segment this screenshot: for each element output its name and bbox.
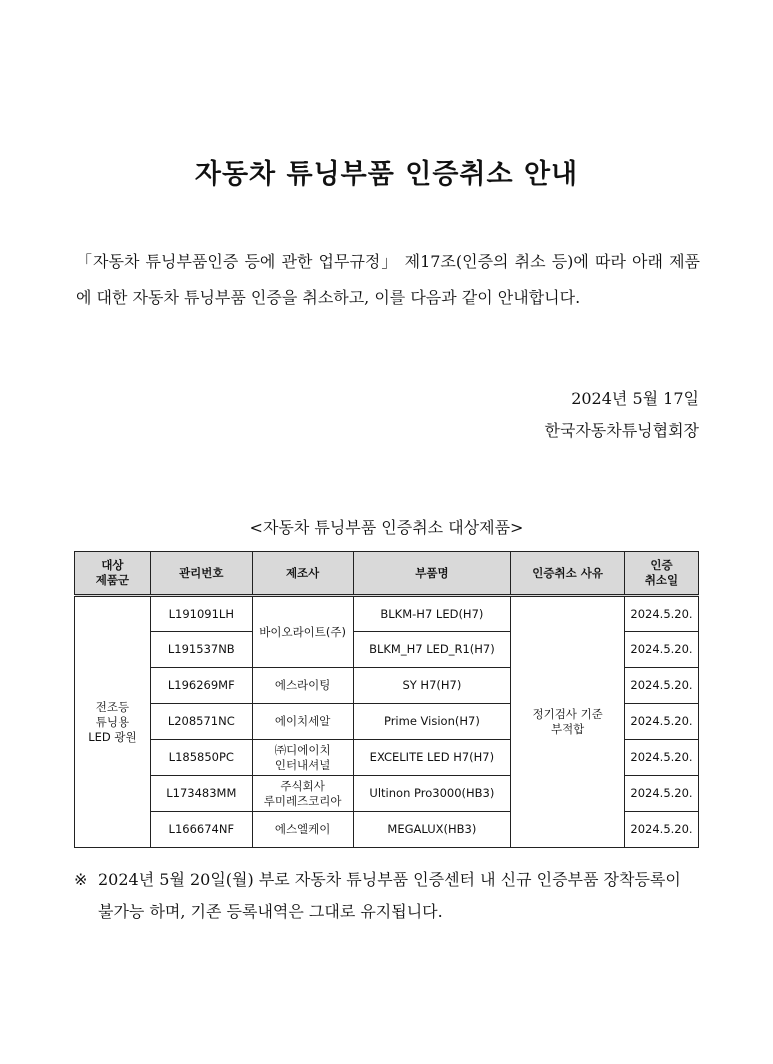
header-part: 부품명	[353, 552, 511, 596]
cell-reason: 정기검사 기준 부적합	[511, 596, 625, 848]
table-row	[75, 596, 699, 632]
cell-mgmt-no: L191537NB	[150, 632, 252, 668]
table-header-row	[75, 552, 699, 596]
cell-maker: 바이오라이트(주)	[252, 596, 353, 668]
cell-part: Prime Vision(H7)	[353, 704, 511, 740]
issuing-organization: 한국자동차튜닝협회장	[544, 421, 699, 440]
cell-maker: ㈜디에이치 인터내셔널	[252, 740, 353, 776]
reference-mark-icon: ※	[74, 870, 88, 889]
footnote-line-2: 불가능 하며, 기존 등록내역은 그대로 유지됩니다.	[98, 902, 443, 921]
cell-cancel-date: 2024.5.20.	[624, 776, 698, 812]
cell-mgmt-no: L191091LH	[150, 596, 252, 632]
cell-part: EXCELITE LED H7(H7)	[353, 740, 511, 776]
cell-maker: 주식회사 루미레즈코리아	[252, 776, 353, 812]
cell-category: 전조등 튜닝용 LED 광원	[75, 596, 151, 848]
cell-part: BLKM-H7 LED(H7)	[353, 596, 511, 632]
cell-maker: 에스라이팅	[252, 668, 353, 704]
header-reason: 인증취소 사유	[511, 552, 625, 596]
cancelled-parts-table	[74, 551, 699, 848]
cell-mgmt-no: L196269MF	[150, 668, 252, 704]
cell-cancel-date: 2024.5.20.	[624, 812, 698, 848]
intro-paragraph: 「자동차 튜닝부품인증 등에 관한 업무규정」 제17조(인증의 취소 등)에 따라 아래 제품에 대한 자동차 튜닝부품 인증을 취소하고, 이를 다음과 같이 안내합니다.	[76, 252, 700, 307]
cell-mgmt-no: L166674NF	[150, 812, 252, 848]
cell-maker: 에이치세알	[252, 704, 353, 740]
table-title: <자동차 튜닝부품 인증취소 대상제품>	[249, 518, 524, 537]
page-title: 자동차 튜닝부품 인증취소 안내	[194, 159, 579, 190]
cell-cancel-date: 2024.5.20.	[624, 596, 698, 632]
cell-mgmt-no: L173483MM	[150, 776, 252, 812]
cell-cancel-date: 2024.5.20.	[624, 668, 698, 704]
cell-maker: 에스엘케이	[252, 812, 353, 848]
header-category: 대상 제품군	[75, 552, 151, 596]
notice-date: 2024년 5월 17일	[571, 389, 699, 408]
footnote-line-1: 2024년 5월 20일(월) 부로 자동차 튜닝부품 인증센터 내 신규 인증부품 장착등록이	[98, 870, 681, 889]
cell-part: BLKM_H7 LED_R1(H7)	[353, 632, 511, 668]
cell-part: MEGALUX(HB3)	[353, 812, 511, 848]
header-cancel-date: 인증 취소일	[624, 552, 698, 596]
header-maker: 제조사	[252, 552, 353, 596]
cell-part: SY H7(H7)	[353, 668, 511, 704]
cell-cancel-date: 2024.5.20.	[624, 740, 698, 776]
cell-mgmt-no: L208571NC	[150, 704, 252, 740]
cell-mgmt-no: L185850PC	[150, 740, 252, 776]
footnote	[74, 864, 704, 928]
cell-cancel-date: 2024.5.20.	[624, 704, 698, 740]
cell-cancel-date: 2024.5.20.	[624, 632, 698, 668]
cell-part: Ultinon Pro3000(HB3)	[353, 776, 511, 812]
header-mgmt-no: 관리번호	[150, 552, 252, 596]
